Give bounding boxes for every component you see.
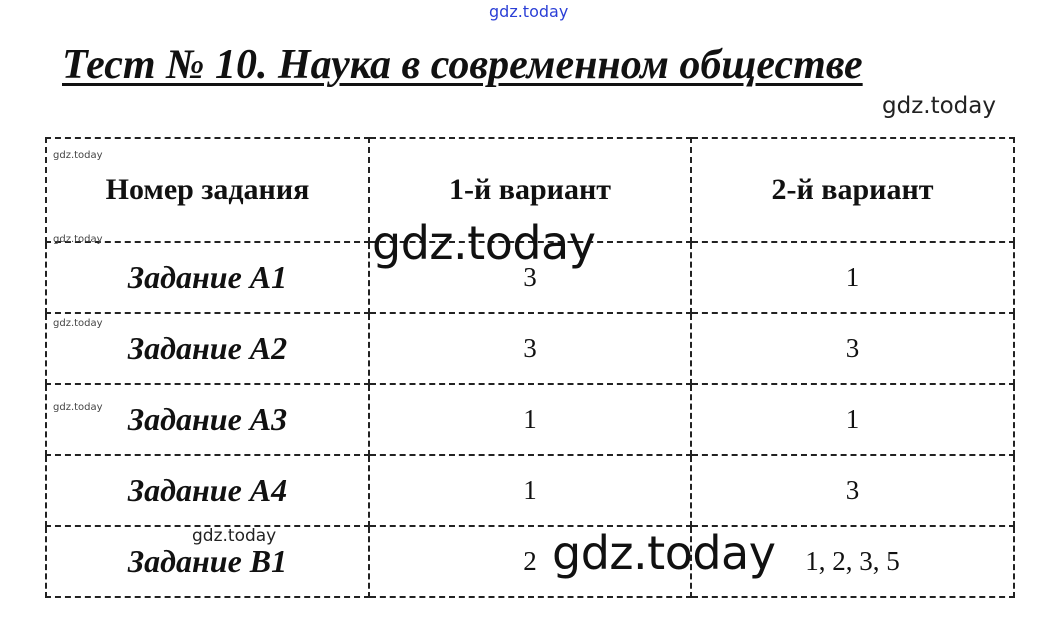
variant-1-answer: 1 xyxy=(369,455,691,526)
watermark-right: gdz.today xyxy=(882,93,996,119)
watermark-large: gdz.today xyxy=(372,216,596,270)
variant-1-answer: 3 xyxy=(369,313,691,384)
watermark-medium: gdz.today xyxy=(192,526,277,546)
answers-table xyxy=(45,137,1015,598)
page-title: Тест № 10. Наука в современном обществе xyxy=(62,42,863,88)
header-task-number: Номер задания xyxy=(46,138,369,242)
task-label: Задание А2 xyxy=(46,313,369,384)
variant-2-answer: 1 xyxy=(691,384,1014,455)
watermark-small: gdz.today xyxy=(53,150,103,161)
variant-1-answer: 1 xyxy=(369,384,691,455)
header-variant-1: 1-й вариант xyxy=(369,138,691,242)
variant-2-answer: 3 xyxy=(691,455,1014,526)
task-label: Задание А4 xyxy=(46,455,369,526)
watermark-small: gdz.today xyxy=(53,318,103,329)
task-label: Задание А3 xyxy=(46,384,369,455)
header-variant-2: 2-й вариант xyxy=(691,138,1014,242)
table-row xyxy=(46,455,1014,526)
watermark-small: gdz.today xyxy=(53,402,103,413)
variant-2-answer: 1 xyxy=(691,242,1014,313)
task-label: Задание А1 xyxy=(46,242,369,313)
watermark-small: gdz.today xyxy=(53,234,103,245)
variant-1-answer: 3 xyxy=(369,242,691,313)
watermark-large: gdz.today xyxy=(552,526,776,580)
variant-2-answer: 1, 2, 3, 5 xyxy=(691,526,1014,597)
variant-2-answer: 3 xyxy=(691,313,1014,384)
table-row xyxy=(46,384,1014,455)
watermark-top: gdz.today xyxy=(489,2,569,21)
variant-1-answer: 2 xyxy=(369,526,691,597)
task-label: Задание В1 xyxy=(46,526,369,597)
table-row xyxy=(46,313,1014,384)
